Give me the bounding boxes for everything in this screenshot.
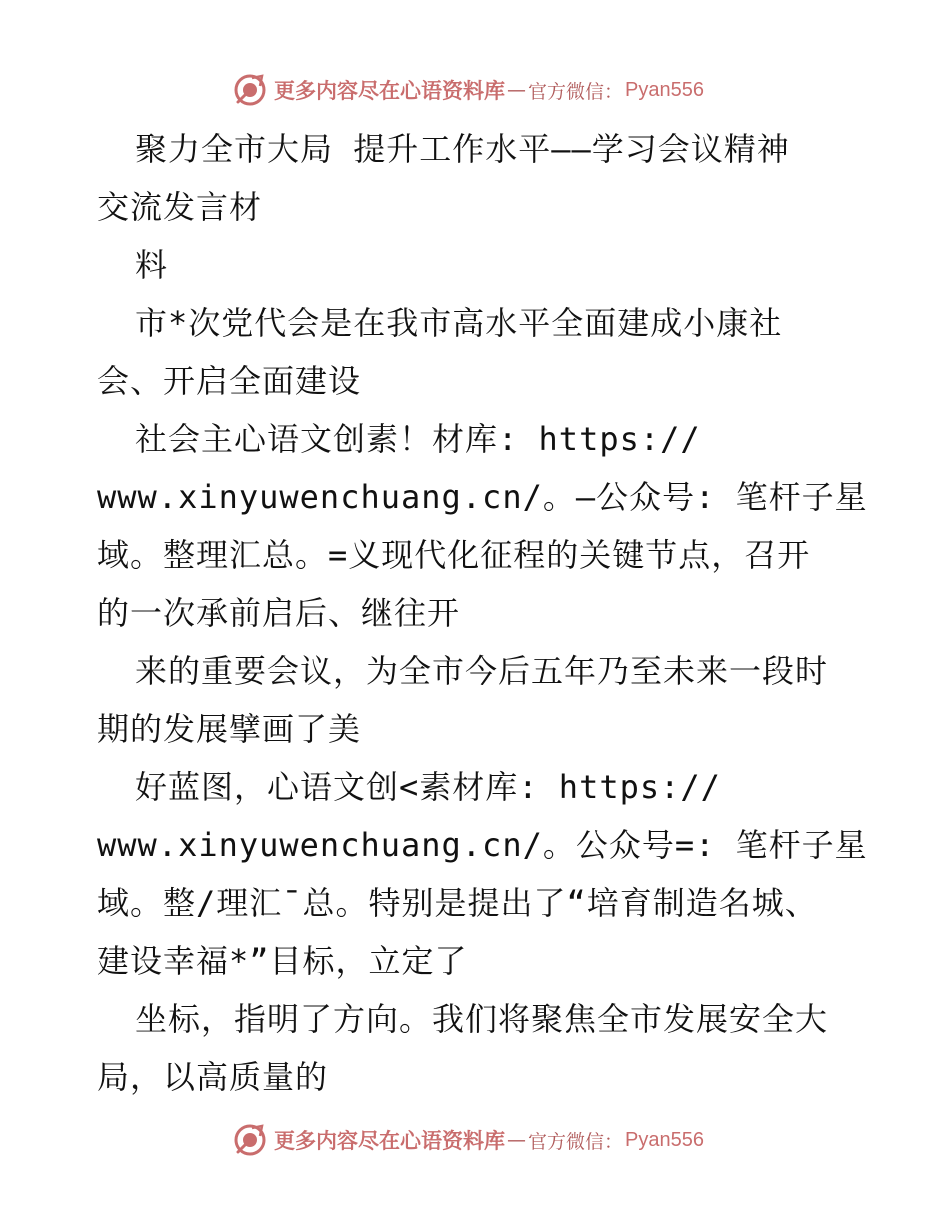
- doc-line: 期的发展擘画了美: [97, 710, 362, 748]
- doc-line: 好蓝图，心语文创<素材库: https://: [135, 768, 721, 806]
- doc-line: 社会主心语文创素！材库: https://: [135, 420, 701, 458]
- doc-line: 料: [135, 246, 169, 284]
- watermark-dash: —: [507, 1129, 526, 1151]
- doc-line: 坐标，指明了方向。我们将聚焦全市发展安全大: [135, 1000, 829, 1038]
- header-watermark: [232, 70, 704, 110]
- watermark-main-text: 更多内容尽在心语资料库: [274, 1128, 505, 1153]
- watermark-sub-text: 官方微信：: [528, 80, 624, 103]
- doc-line: 聚力全市大局 提升工作水平——学习会议精神: [135, 130, 790, 168]
- doc-line: 建设幸福*”目标，立定了: [97, 942, 468, 980]
- watermark-wechat-id: Pyan556: [625, 78, 704, 101]
- doc-line: 来的重要会议，为全市今后五年乃至未来一段时: [135, 652, 829, 690]
- doc-line: 交流发言材: [97, 188, 263, 226]
- document-body: [97, 120, 868, 1106]
- pen-logo-icon: [232, 72, 268, 108]
- doc-line: 域。整理汇总。=义现代化征程的关键节点，召开: [97, 536, 811, 574]
- doc-line: 的一次承前启后、继往开: [97, 594, 461, 632]
- watermark-wechat-id: Pyan556: [625, 1128, 704, 1151]
- doc-line: 域。整/理汇¯总。特别是提出了“培育制造名城、: [97, 884, 818, 922]
- watermark-sub-text: 官方微信：: [528, 1130, 624, 1153]
- doc-line: www.xinyuwenchuang.cn/。—公众号: 笔杆子星: [97, 478, 868, 516]
- doc-line: 会、开启全面建设: [97, 362, 362, 400]
- footer-watermark: [232, 1120, 704, 1160]
- doc-line: www.xinyuwenchuang.cn/。公众号=: 笔杆子星: [97, 826, 868, 864]
- doc-line: 局，以高质量的: [97, 1058, 329, 1096]
- watermark-dash: —: [507, 79, 526, 101]
- pen-logo-icon: [232, 1122, 268, 1158]
- doc-line: 市*次党代会是在我市高水平全面建成小康社: [135, 304, 783, 342]
- watermark-main-text: 更多内容尽在心语资料库: [274, 78, 505, 103]
